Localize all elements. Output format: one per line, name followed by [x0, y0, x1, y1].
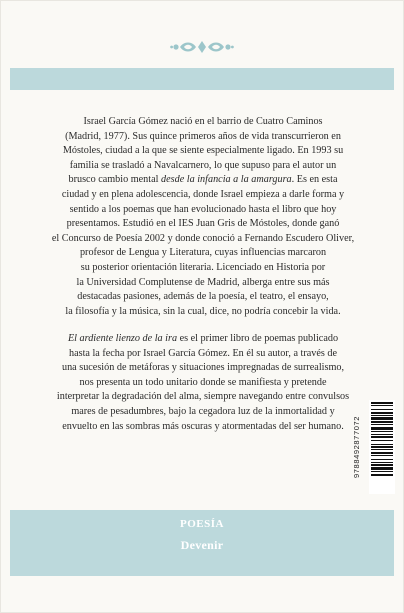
barcode-bar	[371, 421, 393, 423]
barcode-bar	[371, 402, 393, 404]
bio-line: destacadas pasiones, además de la poesía, el teatro, el ensayo,	[77, 291, 329, 303]
bio-text: brusco cambio mental	[68, 174, 162, 186]
barcode-bar	[371, 409, 393, 410]
isbn-digits: 9788492877072	[352, 415, 361, 479]
author-biography	[22, 115, 384, 319]
bio-line: el Concurso de Poesía 2002 y donde conoció a Fernando Escudero Oliver,	[51, 232, 355, 244]
book-title: El ardiente lienzo de la ira	[67, 333, 178, 344]
barcode-bar	[371, 471, 393, 472]
bottom-color-band	[10, 510, 394, 576]
bio-line: sentido a los poemas que han evolucionado hasta el libro que hoy	[69, 203, 337, 215]
bio-line	[22, 173, 384, 188]
bio-line: presentamos. Estudió en el IES Juan Gris de Móstoles, donde ganó	[66, 218, 340, 230]
bio-line: la filosofía y la música, sin la cual, dice, no podría concebir la vida.	[65, 305, 341, 317]
barcode-bar	[371, 462, 393, 463]
barcode-bar	[371, 467, 393, 470]
book-description	[22, 332, 384, 434]
bio-line: profesor de Lengua y Literatura, cuyas influencias marcaron	[79, 247, 327, 259]
barcode-bar	[371, 474, 393, 476]
series-label: POESÍA	[180, 518, 224, 530]
blurb-line: envuelto en las sombras más oscuras y atormentadas del ser humano.	[62, 420, 344, 432]
barcode-bar	[371, 431, 393, 432]
barcode-bar	[371, 436, 393, 438]
barcode-bar	[371, 424, 393, 425]
blurb-line: mares de pesadumbres, bajo la cegadora luz de la inmortalidad y	[71, 405, 335, 417]
blurb-text: es el primer libro de poemas publicado	[177, 333, 339, 344]
bio-line: la Universidad Complutense de Madrid, alberga entre sus más	[76, 276, 330, 288]
barcode-bar	[371, 417, 393, 420]
decorative-ornament-icon	[170, 40, 234, 54]
bio-italic-phrase: desde la infancia a la amargura	[161, 174, 292, 186]
bio-line: (Madrid, 1977). Sus quince primeros años de vida transcurrieron en	[65, 130, 341, 142]
bio-line: su posterior orientación literaria. Licenciado en Historia por	[80, 261, 326, 273]
publisher-logo: Devenir	[180, 538, 224, 552]
isbn-barcode	[369, 400, 395, 494]
blurb-line: interpretar la degradación del alma, siempre navegando entre convulsos	[56, 391, 350, 403]
barcode-bar	[371, 415, 393, 416]
barcode-bar	[371, 427, 393, 430]
barcode-bar	[371, 440, 393, 441]
barcode-bar	[371, 464, 393, 466]
top-color-band	[10, 68, 394, 90]
bio-line: Israel García Gómez nació en el barrio de Cuatro Caminos	[83, 116, 323, 127]
blurb-line: hasta la fecha por Israel García Gómez. En él su autor, a través de	[68, 347, 338, 359]
bio-text: . Es en esta	[291, 174, 338, 186]
barcode-bar	[371, 405, 393, 406]
bio-line: Móstoles, ciudad a la que se siente especialmente ligado. En 1993 su	[62, 145, 344, 157]
bio-line: ciudad y en plena adolescencia, donde Israel empieza a darle forma y	[61, 188, 345, 200]
barcode-bar	[371, 459, 393, 460]
barcode-bar	[371, 449, 393, 450]
bio-line: familia se trasladó a Navalcarnero, lo que supuso para el autor un	[69, 159, 337, 171]
blurb-line	[22, 332, 384, 347]
barcode-bar	[371, 412, 393, 414]
barcode-bar	[371, 446, 393, 448]
barcode-bar	[371, 452, 393, 454]
barcode-bar	[371, 444, 393, 445]
barcode-bar	[371, 434, 393, 435]
blurb-line: nos presenta un todo unitario donde se manifiesta y pretende	[79, 376, 327, 388]
blurb-line: una sucesión de metáforas y situaciones impregnadas de surrealismo,	[61, 362, 345, 374]
barcode-bar	[371, 455, 393, 456]
